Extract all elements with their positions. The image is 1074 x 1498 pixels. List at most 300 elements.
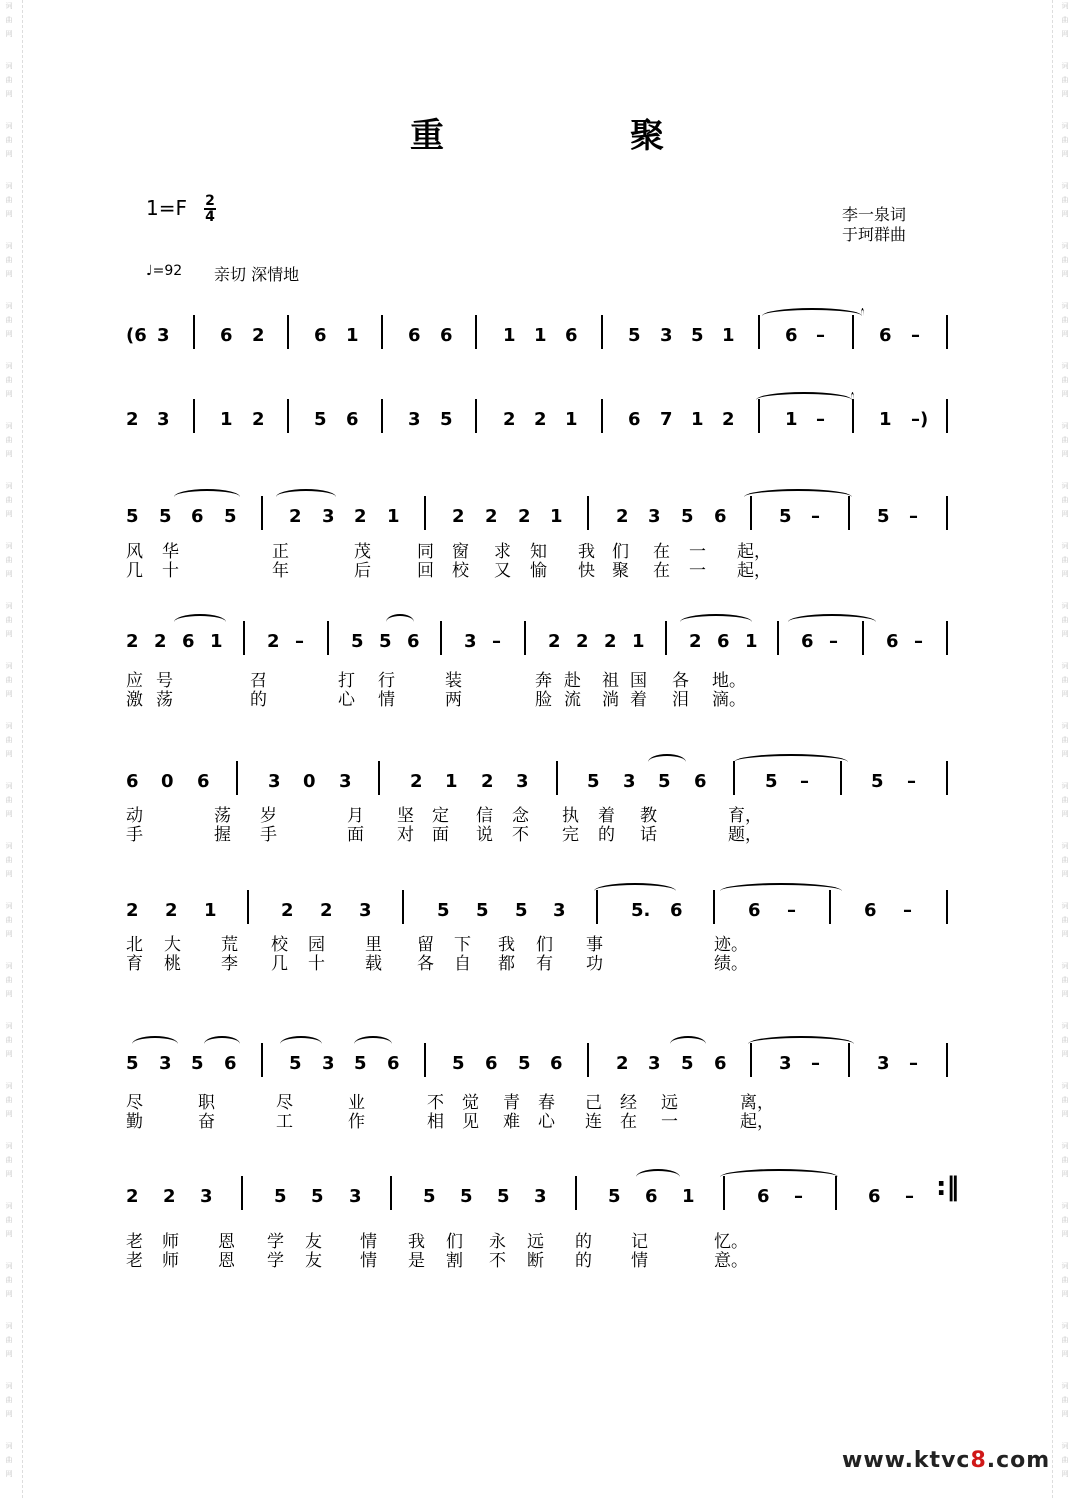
side-watermark-char: 曲 [5,676,13,684]
lyric-verse-2: 学 [267,1251,284,1271]
note: 2 [534,409,547,430]
lyric-verse-1: 在 [653,542,670,562]
note: 1 [550,506,563,527]
lyric-verse-2: 起， [740,1112,774,1132]
note: – [903,900,912,921]
side-watermark-char: 曲 [5,1156,13,1164]
note: 1 [722,325,735,346]
side-watermark-char: 词 [5,482,13,490]
barline [243,621,245,655]
note: 6 [785,325,798,346]
note: 2 [165,900,178,921]
note: 2 [485,506,498,527]
note: 5 [452,1053,465,1074]
note: 5 [289,1053,302,1074]
lyric-verse-1: 恩 [218,1232,235,1252]
lyric-verse-2: 自 [454,954,471,974]
lyric-verse-2: 一 [689,561,706,581]
side-watermark-char: 词 [5,842,13,850]
side-watermark-char: 网 [1061,750,1069,758]
note: 6 [408,325,421,346]
side-watermark-char: 曲 [5,556,13,564]
side-watermark-char: 网 [1061,1050,1069,1058]
note: 5 [274,1186,287,1207]
barline [381,399,383,433]
lyric-verse-1: 号 [156,671,173,691]
lyric-verse-1: 事 [586,935,603,955]
slur [174,614,226,630]
side-watermark-char: 网 [1061,1290,1069,1298]
slur [648,754,686,770]
side-watermark-char: 网 [1061,270,1069,278]
side-watermark-char: 曲 [1061,376,1069,384]
lyric-verse-2: 愉 [530,561,547,581]
lyric-verse-2: 荡 [156,690,173,710]
slur [594,883,676,899]
side-watermark-char: 词 [1061,422,1069,430]
note: – [909,506,918,527]
note: 2 [126,1186,139,1207]
note: – [787,900,796,921]
side-watermark-char: 网 [5,1470,13,1478]
side-watermark-char: 曲 [1061,16,1069,24]
lyric-verse-2: 不 [512,825,529,845]
slur [788,614,876,630]
slur [174,489,240,505]
side-watermark-char: 曲 [5,1456,13,1464]
note: 5 [691,325,704,346]
note: 5 [460,1186,473,1207]
side-watermark-char: 曲 [1061,736,1069,744]
side-watermark-char: 词 [5,662,13,670]
side-watermark-char: 网 [5,450,13,458]
lyric-verse-2: 后 [354,561,371,581]
lyric-verse-2: 说 [476,825,493,845]
lyric-verse-2: 面 [347,825,364,845]
lyric-verse-1: 尽 [276,1093,293,1113]
left-margin-rule [22,0,23,1498]
lyric-verse-2: 见 [462,1112,479,1132]
lyric-verse-2: 有 [536,954,553,974]
note: 3 [779,1053,792,1074]
note: – [905,1186,914,1207]
lyric-verse-2: 几 [126,561,143,581]
side-watermark-char: 曲 [1061,496,1069,504]
lyric-verse-1: 下 [454,935,471,955]
note: – [911,325,920,346]
side-watermark-char: 曲 [1061,616,1069,624]
side-watermark-char: 词 [1061,482,1069,490]
lyric-verse-1: 尽 [126,1093,143,1113]
note: – [829,631,838,652]
lyric-verse-2: 各 [417,954,434,974]
note: 3 [157,325,170,346]
side-watermark-char: 词 [1061,1262,1069,1270]
side-watermark-char: 网 [5,990,13,998]
side-watermark-char: 曲 [1061,676,1069,684]
note: 3 [660,325,673,346]
side-watermark-char: 词 [5,122,13,130]
note: 5. [631,900,651,921]
lyric-verse-1: 迹。 [714,935,748,955]
side-watermark-char: 网 [5,1110,13,1118]
note: 3 [159,1053,172,1074]
left-margin-watermark [2,0,16,1498]
note: 5 [224,506,237,527]
note: 2 [548,631,561,652]
side-watermark-char: 曲 [5,916,13,924]
note: 1 [220,409,233,430]
side-watermark-char: 网 [1061,570,1069,578]
time-sig-bottom: 4 [205,209,215,225]
side-watermark-char: 词 [1061,1382,1069,1390]
lyric-verse-2: 在 [653,561,670,581]
lyric-verse-1: 留 [417,935,434,955]
side-watermark-char: 曲 [1061,1216,1069,1224]
lyric-verse-1: 执 [562,806,579,826]
note: 6 [407,631,420,652]
note: 3 [322,1053,335,1074]
side-watermark-char: 词 [5,1322,13,1330]
note: 6 [801,631,814,652]
side-watermark-char: 词 [5,182,13,190]
right-margin-rule [1052,0,1053,1498]
lyric-verse-1: 荒 [221,935,238,955]
note: 2 [722,409,735,430]
side-watermark-char: 词 [5,1442,13,1450]
side-watermark-char: 词 [1061,782,1069,790]
lyric-verse-2: 工 [276,1112,293,1132]
note: 2 [518,506,531,527]
side-watermark-char: 词 [5,542,13,550]
note: 6 [748,900,761,921]
side-watermark-char: 网 [1061,1110,1069,1118]
lyric-verse-1: 不 [427,1093,444,1113]
note: – [907,771,916,792]
note: – [295,631,304,652]
side-watermark-char: 曲 [1061,1396,1069,1404]
note: 3 [648,506,661,527]
barline [946,621,948,655]
lyric-verse-1: 教 [640,806,657,826]
side-watermark-char: 词 [1061,2,1069,10]
lyric-verse-1: 职 [198,1093,215,1113]
side-watermark-char: 词 [5,62,13,70]
note: 5 [354,1053,367,1074]
side-watermark-char: 网 [1061,870,1069,878]
side-watermark-char: 词 [1061,182,1069,190]
lyric-verse-2: 手 [260,825,277,845]
lyric-verse-2: 两 [445,690,462,710]
right-margin-watermark [1058,0,1072,1498]
note: 2 [154,631,167,652]
note: – [816,409,825,430]
lyric-verse-1: 赴 [564,671,581,691]
side-watermark-char: 词 [1061,662,1069,670]
note: 2 [616,506,629,527]
side-watermark-char: 网 [1061,210,1069,218]
side-watermark-char: 词 [1061,1322,1069,1330]
note: 1 [565,409,578,430]
side-watermark-char: 网 [5,1410,13,1418]
side-watermark-char: 曲 [1061,316,1069,324]
lyric-verse-1: 北 [126,935,143,955]
side-watermark-char: 曲 [5,1276,13,1284]
side-watermark-char: 曲 [5,76,13,84]
side-watermark-char: 词 [1061,242,1069,250]
note: 5 [518,1053,531,1074]
slur [204,1036,240,1052]
lyric-verse-1: 行 [378,671,395,691]
barline [261,496,263,530]
barline [327,621,329,655]
lyric-verse-2: 对 [397,825,414,845]
barline [475,399,477,433]
note: 1 [691,409,704,430]
note: 3 [339,771,352,792]
side-watermark-char: 词 [1061,1442,1069,1450]
barline [601,315,603,349]
side-watermark-char: 词 [5,962,13,970]
side-watermark-char: 曲 [5,796,13,804]
slur [280,1036,322,1052]
lyric-verse-1: 经 [620,1093,637,1113]
barline [261,1043,263,1077]
note: 1 [745,631,758,652]
note: 2 [616,1053,629,1074]
note: 6 [717,631,730,652]
note: 5 [877,506,890,527]
lyric-verse-2: 心 [538,1112,555,1132]
side-watermark-char: 曲 [5,256,13,264]
note: 1 [682,1186,695,1207]
side-watermark-char: 词 [5,602,13,610]
side-watermark-char: 网 [5,630,13,638]
side-watermark-char: 词 [5,1082,13,1090]
lyric-verse-1: 各 [672,671,689,691]
side-watermark-char: 词 [1061,722,1069,730]
lyric-verse-1: 师 [162,1232,179,1252]
note: 5 [440,409,453,430]
side-watermark-char: 网 [1061,930,1069,938]
lyric-verse-2: 十 [308,954,325,974]
side-watermark-char: 词 [5,722,13,730]
barline [440,621,442,655]
lyric-verse-1: 信 [476,806,493,826]
barline [946,496,948,530]
lyric-verse-2: 快 [578,561,595,581]
side-watermark-char: 词 [5,362,13,370]
side-watermark-char: 词 [1061,362,1069,370]
side-watermark-char: 网 [1061,1170,1069,1178]
side-watermark-char: 词 [5,2,13,10]
side-watermark-char: 词 [5,422,13,430]
lyric-verse-2: 断 [527,1251,544,1271]
note: 3 [359,900,372,921]
tempo-marking: ♩=92 [146,263,183,279]
note: 6 [440,325,453,346]
side-watermark-char: 曲 [1061,916,1069,924]
note: 1 [534,325,547,346]
side-watermark-char: 网 [5,210,13,218]
key-signature: 1=F [146,196,187,220]
note: 6 [645,1186,658,1207]
side-watermark-char: 曲 [5,976,13,984]
lyric-verse-1: 觉 [462,1093,479,1113]
side-watermark-char: 词 [1061,62,1069,70]
lyric-verse-1: 月 [347,806,364,826]
lyric-verse-2: 一 [661,1112,678,1132]
note: 5 [126,1053,139,1074]
side-watermark-char: 词 [5,1262,13,1270]
lyric-verse-1: 风 [126,542,143,562]
lyric-verse-1: 我 [578,542,595,562]
side-watermark-char: 曲 [1061,976,1069,984]
barline [946,1043,948,1077]
barline [777,621,779,655]
barline [946,399,948,433]
note: 3 [464,631,477,652]
side-watermark-char: 曲 [1061,856,1069,864]
lyric-verse-2: 在 [620,1112,637,1132]
side-watermark-char: 网 [1061,630,1069,638]
lyric-verse-1: 记 [631,1232,648,1252]
note: 3 [408,409,421,430]
side-watermark-char: 曲 [5,616,13,624]
slur [386,614,414,630]
lyric-verse-2: 题， [728,825,762,845]
barline [665,621,667,655]
note: 6 [628,409,641,430]
note: 5 [191,1053,204,1074]
slur [756,392,852,408]
note: 5 [628,325,641,346]
note: 1 [632,631,645,652]
lyric-verse-1: 动 [126,806,143,826]
lyric-verse-1: 校 [271,935,288,955]
lyric-verse-2: 话 [640,825,657,845]
lyric-verse-1: 地。 [712,671,746,691]
barline [475,315,477,349]
note: 6 [714,1053,727,1074]
lyric-verse-1: 着 [598,806,615,826]
note: 2 [252,325,265,346]
barline [424,1043,426,1077]
note: 2 [481,771,494,792]
lyric-verse-2: 是 [408,1251,425,1271]
note: – [794,1186,803,1207]
lyric-verse-1: 国 [630,671,647,691]
note: 6 [694,771,707,792]
side-watermark-char: 曲 [1061,256,1069,264]
lyric-verse-2: 手 [126,825,143,845]
side-watermark-char: 词 [1061,1082,1069,1090]
side-watermark-char: 词 [5,1202,13,1210]
note: 3 [322,506,335,527]
lyric-verse-2: 十 [162,561,179,581]
side-watermark-char: 曲 [1061,196,1069,204]
note: 5 [608,1186,621,1207]
side-watermark-char: 网 [1061,30,1069,38]
barline [524,621,526,655]
lyric-verse-1: 起， [737,542,771,562]
note: 6 [191,506,204,527]
side-watermark-char: 网 [1061,1350,1069,1358]
lyric-verse-2: 李 [221,954,238,974]
note: 2 [126,409,139,430]
side-watermark-char: 曲 [5,376,13,384]
side-watermark-char: 网 [5,30,13,38]
note: 2 [126,900,139,921]
barline [287,315,289,349]
barline [587,496,589,530]
note: 5 [497,1186,510,1207]
note: 1 [879,409,892,430]
note: 0 [303,771,316,792]
lyric-verse-1: 育， [728,806,762,826]
note: 2 [503,409,516,430]
note: 5 [681,1053,694,1074]
note: 5 [351,631,364,652]
side-watermark-char: 曲 [1061,796,1069,804]
side-watermark-char: 网 [5,510,13,518]
note: 5 [515,900,528,921]
lyric-verse-1: 知 [530,542,547,562]
lyric-verse-2: 泪 [672,690,689,710]
side-watermark-char: 网 [1061,390,1069,398]
slur [762,308,862,324]
note: 6 [868,1186,881,1207]
side-watermark-char: 曲 [1061,1276,1069,1284]
barline [241,1176,243,1210]
lyric-verse-2: 绩。 [714,954,748,974]
barline [390,1176,392,1210]
side-watermark-char: 词 [1061,1022,1069,1030]
lyric-verse-2: 连 [585,1112,602,1132]
lyric-verse-1: 应 [126,671,143,691]
side-watermark-char: 网 [5,1170,13,1178]
barline [402,890,404,924]
lyric-verse-1: 远 [661,1093,678,1113]
lyric-verse-1: 们 [612,542,629,562]
note: 3 [200,1186,213,1207]
barline [381,315,383,349]
lyric-verse-1: 岁 [260,806,277,826]
note: 5 [779,506,792,527]
note: 2 [252,409,265,430]
note: 5 [311,1186,324,1207]
note: 6 [126,771,139,792]
lyric-verse-2: 情 [631,1251,648,1271]
side-watermark-char: 网 [1061,150,1069,158]
note: 7 [660,409,673,430]
lyric-verse-2: 心 [338,690,355,710]
side-watermark-char: 曲 [5,736,13,744]
note: 2 [320,900,333,921]
side-watermark-char: 词 [1061,302,1069,310]
lyric-verse-2: 割 [446,1251,463,1271]
note: 2 [576,631,589,652]
lyric-verse-1: 求 [494,542,511,562]
slur [276,489,336,505]
time-sig-top: 2 [205,193,215,209]
lyric-verse-2: 难 [503,1112,520,1132]
time-signature [204,194,216,224]
lyric-verse-2: 脸 [535,690,552,710]
note: 5 [437,900,450,921]
lyric-verse-1: 的 [575,1232,592,1252]
side-watermark-char: 网 [1061,90,1069,98]
